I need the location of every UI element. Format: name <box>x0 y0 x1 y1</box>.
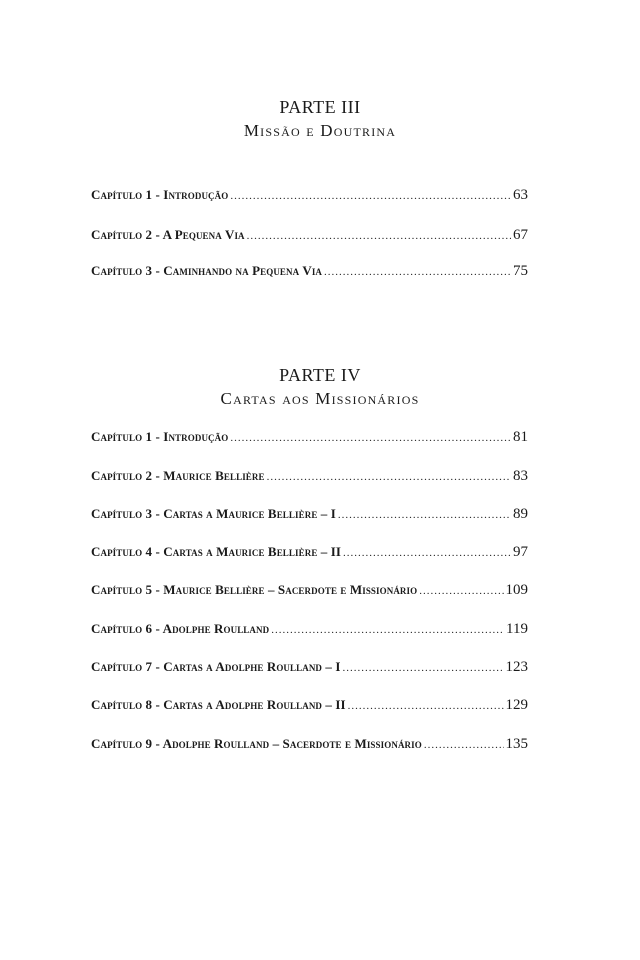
chapter-number: Capítulo 8 <box>91 697 153 712</box>
chapter-number: Capítulo 7 <box>91 659 153 674</box>
toc-entry-label: Capítulo 3 - Cartas a Maurice Bellière – I <box>91 506 336 521</box>
chapter-number: Capítulo 3 <box>91 263 153 278</box>
toc-entry[interactable] <box>91 696 528 714</box>
chapter-number: Capítulo 4 <box>91 544 153 559</box>
page-number: 129 <box>505 697 528 713</box>
page-number: 81 <box>513 429 528 445</box>
page-number: 75 <box>513 263 528 279</box>
chapter-number: Capítulo 1 <box>91 429 153 444</box>
chapter-number: Capítulo 5 <box>91 582 153 597</box>
toc-entry[interactable] <box>91 543 528 561</box>
chapter-title: Maurice Bellière – Sacerdote e Missionário <box>163 582 418 597</box>
chapter-title: Cartas a Adolphe Roulland – I <box>163 659 341 674</box>
toc-entry-label: Capítulo 3 - Caminhando na Pequena Via <box>91 263 323 278</box>
part-3-heading <box>0 96 640 142</box>
chapter-title: Cartas a Adolphe Roulland – II <box>163 697 346 712</box>
dot-leader <box>342 659 503 677</box>
part-3-title: PARTE III <box>279 97 361 117</box>
toc-entry[interactable] <box>91 428 528 446</box>
chapter-number: Capítulo 6 <box>91 621 153 636</box>
dot-leader <box>324 263 511 281</box>
dot-leader <box>424 736 504 754</box>
chapter-title: Caminhando na Pequena Via <box>163 263 323 278</box>
part-4-heading <box>0 364 640 410</box>
toc-entry[interactable] <box>91 620 528 638</box>
page-number: 89 <box>513 506 528 522</box>
toc-entry[interactable] <box>91 262 528 280</box>
toc-entry-label: Capítulo 2 - A Pequena Via <box>91 227 245 242</box>
toc-entry-label: Capítulo 1 - Introdução <box>91 187 229 202</box>
chapter-number: Capítulo 2 <box>91 227 153 242</box>
toc-entry[interactable] <box>91 467 528 485</box>
dot-leader <box>338 506 511 524</box>
chapter-title: Introdução <box>163 429 229 444</box>
toc-entry-label: Capítulo 4 - Cartas a Maurice Bellière – II <box>91 544 342 559</box>
chapter-number: Capítulo 3 <box>91 506 153 521</box>
page-number: 67 <box>513 227 528 243</box>
toc-entry-label: Capítulo 2 - Maurice Bellière <box>91 468 265 483</box>
toc-entry-label: Capítulo 5 - Maurice Bellière – Sacerdote e Missionário <box>91 582 418 597</box>
page-number: 63 <box>513 187 528 203</box>
page-number: 83 <box>513 468 528 484</box>
chapter-title: A Pequena Via <box>162 227 245 242</box>
page-number: 119 <box>506 621 528 637</box>
chapter-number: Capítulo 9 <box>91 736 153 751</box>
chapter-title: Maurice Bellière <box>163 468 265 483</box>
toc-entry-label: Capítulo 8 - Cartas a Adolphe Roulland – II <box>91 697 346 712</box>
chapter-title: Cartas a Maurice Bellière – I <box>163 506 336 521</box>
toc-entry-label: Capítulo 7 - Cartas a Adolphe Roulland – I <box>91 659 341 674</box>
dot-leader <box>343 544 511 562</box>
page-number: 97 <box>513 544 528 560</box>
chapter-number: Capítulo 2 <box>91 468 153 483</box>
toc-entry[interactable] <box>91 581 528 599</box>
chapter-title: Adolphe Roulland – Sacerdote e Missionário <box>162 736 422 751</box>
toc-entry[interactable] <box>91 658 528 676</box>
toc-entry[interactable] <box>91 186 528 204</box>
page-number: 135 <box>505 736 528 752</box>
toc-entry[interactable] <box>91 226 528 244</box>
chapter-title: Introdução <box>163 187 229 202</box>
chapter-title: Cartas a Maurice Bellière – II <box>163 544 342 559</box>
chapter-title: Adolphe Roulland <box>162 621 270 636</box>
toc-entry-label: Capítulo 1 - Introdução <box>91 429 229 444</box>
toc-entry[interactable] <box>91 735 528 753</box>
dot-leader <box>419 582 503 600</box>
page-number: 123 <box>505 659 528 675</box>
part-3-subtitle: Missão e Doutrina <box>243 121 397 140</box>
toc-entry-label: Capítulo 9 - Adolphe Roulland – Sacerdote e Missionário <box>91 736 422 751</box>
toc-entry[interactable] <box>91 505 528 523</box>
page-number: 109 <box>505 582 528 598</box>
dot-leader <box>230 429 511 447</box>
chapter-number: Capítulo 1 <box>91 187 153 202</box>
part-4-subtitle: Cartas aos Missionários <box>220 389 420 408</box>
dot-leader <box>271 621 504 639</box>
dot-leader <box>247 227 511 245</box>
toc-entry-label: Capítulo 6 - Adolphe Roulland <box>91 621 270 636</box>
dot-leader <box>267 468 511 486</box>
dot-leader <box>348 697 504 715</box>
dot-leader <box>230 187 511 205</box>
part-4-title: PARTE IV <box>279 365 361 385</box>
